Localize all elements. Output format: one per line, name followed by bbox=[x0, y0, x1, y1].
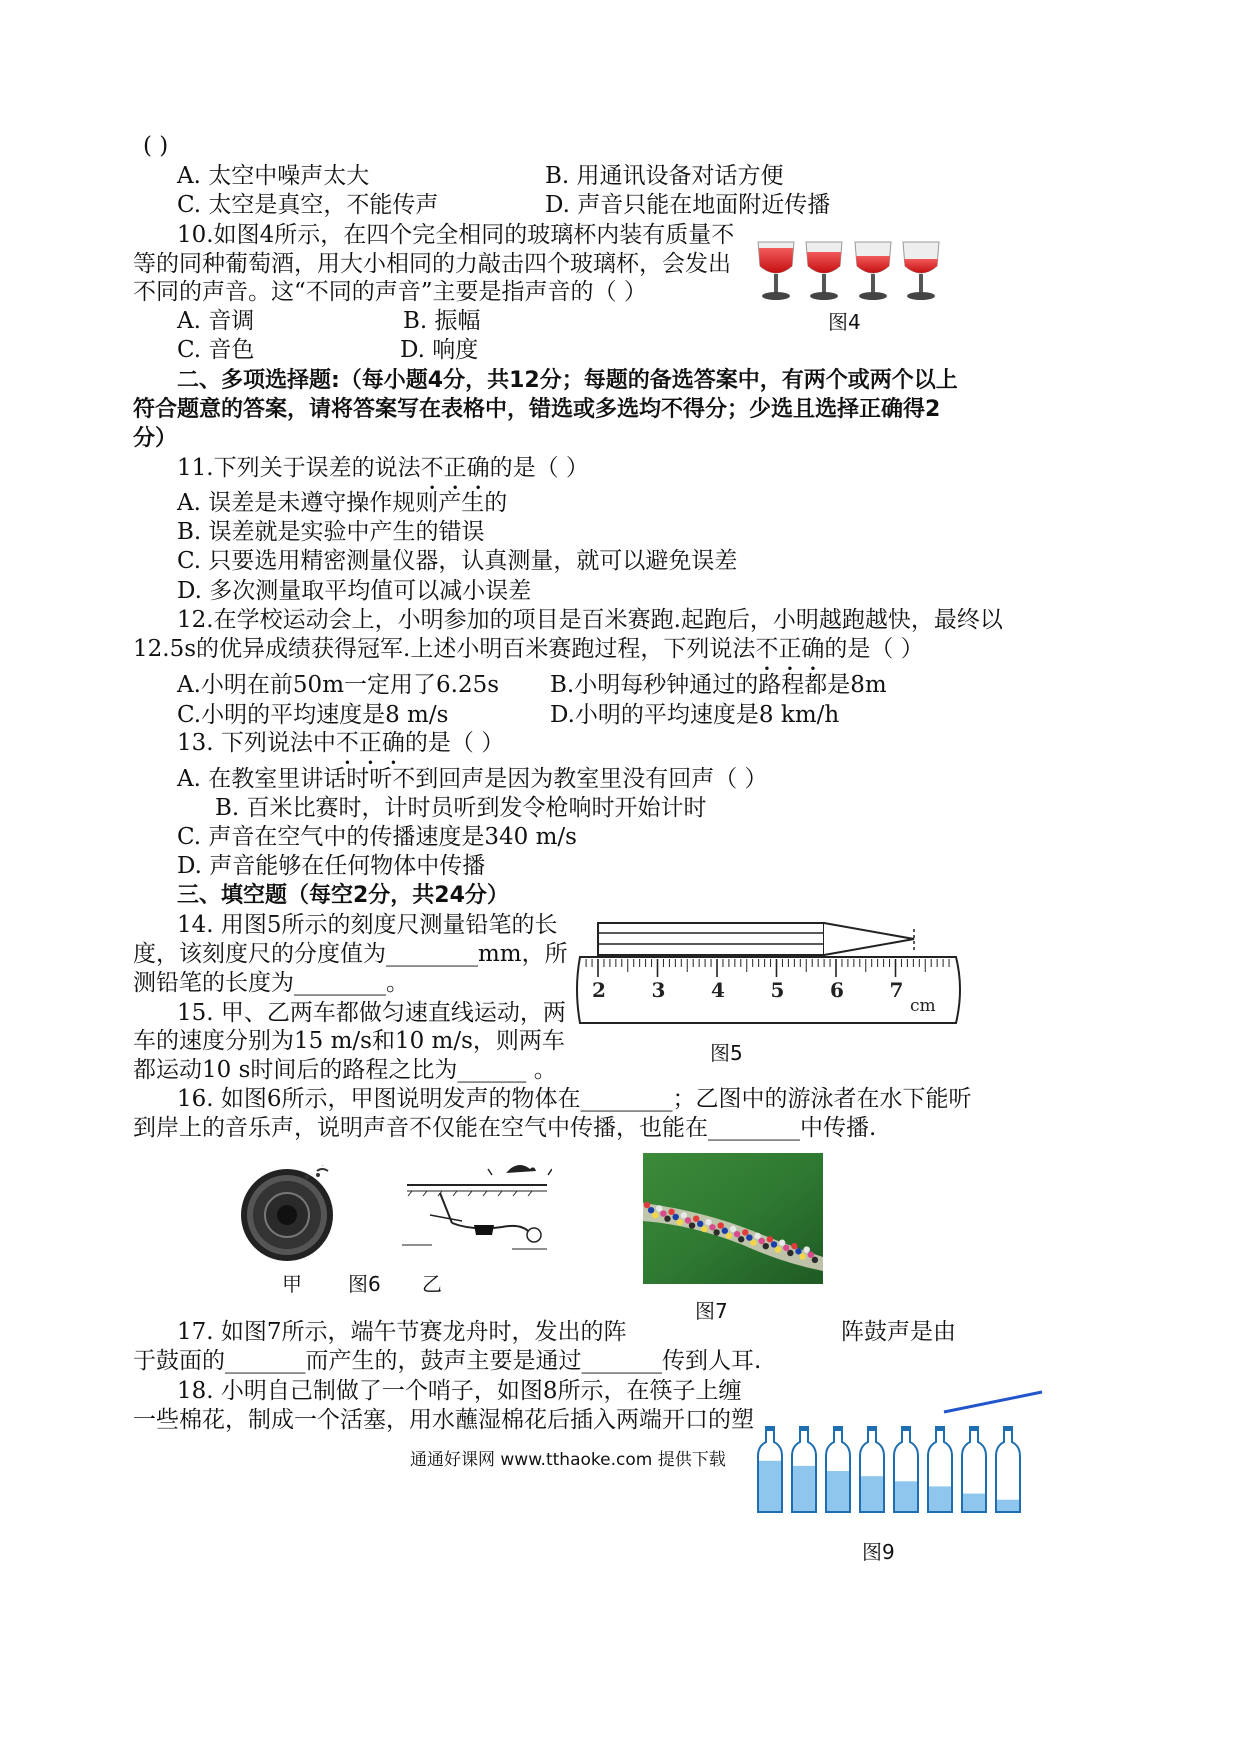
bottle-cap bbox=[935, 1426, 945, 1431]
rower bbox=[713, 1229, 719, 1235]
q10-option-a: A. 音调 bbox=[177, 308, 255, 334]
bottle-cap bbox=[799, 1426, 809, 1431]
bottle bbox=[894, 1426, 918, 1512]
q17-line2: 于鼓面的_______而产生的，鼓声主要是通过_______传到人耳. bbox=[133, 1348, 762, 1374]
q10-line2: 等的同种葡萄酒，用大小相同的力敲击四个玻璃杯，会发出 bbox=[133, 251, 731, 277]
ruler-label: 5 bbox=[770, 978, 785, 1002]
rower bbox=[730, 1226, 736, 1232]
q12-option-c: C.小明的平均速度是8 m/s bbox=[177, 702, 449, 728]
rower bbox=[685, 1217, 691, 1223]
rower bbox=[763, 1243, 769, 1249]
q12-line1: 12.在学校运动会上，小明参加的项目是百米赛跑.起跑后，小明越跑越快，最终以 bbox=[177, 607, 1003, 633]
bottle-cap bbox=[765, 1426, 775, 1431]
q17-line1-post: 阵鼓声是由 bbox=[841, 1319, 956, 1345]
rower bbox=[709, 1224, 715, 1230]
ruler-label: 4 bbox=[711, 978, 725, 1002]
q9-option-c: C. 太空是真空，不能传声 bbox=[177, 192, 439, 218]
rower bbox=[771, 1241, 777, 1247]
section-3-heading: 三、填空题（每空2分，共24分） bbox=[177, 883, 509, 908]
rower bbox=[775, 1246, 781, 1252]
rower bbox=[734, 1231, 740, 1237]
q11-stem-pre: 11.下列关于误差的说法 bbox=[177, 455, 421, 481]
rower bbox=[738, 1236, 744, 1242]
figure-6-caption: 图6 bbox=[348, 1272, 381, 1296]
rower bbox=[799, 1253, 805, 1259]
q11-option-a: A. 误差是未遵守操作规则产生的 bbox=[177, 490, 508, 516]
section-2-heading-line3: 分） bbox=[133, 426, 178, 451]
rower bbox=[746, 1234, 752, 1240]
q12-line2-post: 的是（ ） bbox=[824, 636, 924, 662]
wine-glass-4 bbox=[903, 242, 939, 300]
bottle-water bbox=[963, 1494, 985, 1512]
rower bbox=[672, 1214, 678, 1220]
rower bbox=[701, 1226, 707, 1232]
bottle-water bbox=[793, 1466, 815, 1512]
rower bbox=[804, 1246, 810, 1252]
rower bbox=[705, 1219, 711, 1225]
bottle-water bbox=[827, 1471, 849, 1512]
footer-source: 通通好课网 www.tthaoke.com 提供下载 bbox=[410, 1450, 726, 1470]
striking-stick bbox=[944, 1392, 1042, 1412]
rower bbox=[693, 1216, 699, 1222]
q11-stem-post: 的是（ ） bbox=[489, 455, 589, 481]
bottle bbox=[860, 1426, 884, 1512]
q14-line1: 14. 用图5所示的刻度尺测量铅笔的长 bbox=[177, 912, 558, 938]
rower bbox=[812, 1257, 818, 1263]
q10-line3: 不同的声音。这“不同的声音”主要是指声音的（ ） bbox=[133, 279, 647, 305]
bottle-water bbox=[895, 1481, 917, 1512]
q11-stem-emphasis: 不正确 bbox=[420, 455, 490, 481]
rower bbox=[648, 1207, 654, 1213]
ruler-unit: cm bbox=[910, 996, 936, 1016]
rower bbox=[722, 1228, 728, 1234]
rower bbox=[783, 1245, 789, 1251]
figure-4-caption: 图4 bbox=[828, 310, 861, 334]
q10-option-b: B. 振幅 bbox=[403, 308, 481, 334]
q12-option-d: D.小明的平均速度是8 km/h bbox=[550, 702, 840, 728]
figure-6-swimmer bbox=[402, 1163, 552, 1258]
q16-line2: 到岸上的音乐声，说明声音不仅能在空气中传播，也能在________中传播. bbox=[133, 1115, 877, 1141]
rower bbox=[689, 1222, 695, 1228]
q13-option-a: A. 在教室里讲话时听不到回声是因为教室里没有回声（ ） bbox=[177, 766, 768, 792]
q12-line2-pre: 12.5s的优异成绩获得冠军.上述小明百米赛跑过程，下列说法 bbox=[133, 636, 756, 662]
rower bbox=[652, 1212, 658, 1218]
q10-option-d: D. 响度 bbox=[400, 337, 479, 363]
pencil bbox=[598, 923, 914, 955]
ruler bbox=[577, 957, 960, 1023]
rower bbox=[718, 1222, 724, 1228]
ruler-label: 7 bbox=[889, 978, 904, 1002]
q12-line2-emphasis: 不正确 bbox=[755, 636, 825, 662]
ruler-label: 2 bbox=[592, 978, 606, 1002]
bottle-water bbox=[759, 1461, 781, 1512]
ruler-label: 6 bbox=[830, 978, 844, 1002]
q15-line3: 都运动10 s时间后的路程之比为______ 。 bbox=[133, 1057, 557, 1083]
rower bbox=[697, 1221, 703, 1227]
q13-option-b: B. 百米比赛时，计时员听到发令枪响时开始计时 bbox=[215, 795, 707, 821]
bottle-water bbox=[997, 1500, 1019, 1512]
figure-7-dragon-boat-photo bbox=[643, 1153, 823, 1284]
bottle bbox=[962, 1426, 986, 1512]
bottle-cap bbox=[867, 1426, 877, 1431]
q10-line1: 10.如图4所示，在四个完全相同的玻璃杯内装有质量不 bbox=[177, 222, 735, 248]
rower bbox=[742, 1229, 748, 1235]
rower bbox=[795, 1248, 801, 1254]
q9-option-a: A. 太空中噪声太大 bbox=[177, 163, 370, 189]
bottle-cap bbox=[833, 1426, 843, 1431]
q17-line1-pre: 17. 如图7所示，端午节赛龙舟时，发出的阵 bbox=[177, 1319, 627, 1345]
q15-line2: 车的速度分别为15 m/s和10 m/s，则两车 bbox=[133, 1028, 565, 1054]
wine-glass-1 bbox=[758, 242, 794, 300]
figure-9-caption: 图9 bbox=[862, 1540, 895, 1564]
bottle-water bbox=[929, 1486, 951, 1512]
rower bbox=[767, 1236, 773, 1242]
bottle-outline bbox=[996, 1430, 1020, 1512]
rower bbox=[754, 1233, 760, 1239]
figure-7-caption: 图7 bbox=[695, 1299, 728, 1323]
figure-5-caption: 图5 bbox=[710, 1041, 743, 1065]
figure-9-bottles bbox=[748, 1386, 1048, 1521]
bottle bbox=[826, 1426, 850, 1512]
q9-blank: ( ) bbox=[143, 133, 169, 159]
bottle bbox=[758, 1426, 782, 1512]
q13-stem-post: 的是（ ） bbox=[404, 730, 505, 756]
q10-option-c: C. 音色 bbox=[177, 337, 255, 363]
q13-option-c: C. 声音在空气中的传播速度是340 m/s bbox=[177, 824, 577, 850]
q9-option-b: B. 用通讯设备对话方便 bbox=[545, 163, 784, 189]
q12-option-b: B.小明每秒钟通过的路程都是8m bbox=[550, 672, 887, 698]
q11-option-d: D. 多次测量取平均值可以减小误差 bbox=[177, 578, 532, 604]
figure-4-wine-glasses bbox=[752, 236, 952, 306]
q14-line3: 测铅笔的长度为________。 bbox=[133, 970, 409, 996]
q15-line1: 15. 甲、乙两车都做匀速直线运动，两 bbox=[177, 1000, 566, 1026]
q13-stem-emphasis: 不正确 bbox=[335, 730, 405, 756]
rower bbox=[681, 1212, 687, 1218]
wine-glass-3 bbox=[855, 242, 891, 300]
figure-5-ruler-pencil bbox=[574, 915, 966, 1030]
bottle-cap bbox=[1003, 1426, 1013, 1431]
q11-option-b: B. 误差就是实验中产生的错误 bbox=[177, 519, 485, 545]
wine-glass-2 bbox=[806, 242, 842, 300]
section-2-heading-line1: 二、多项选择题:（每小题4分，共12分；每题的备选答案中，有两个或两个以上 bbox=[177, 368, 958, 393]
rower bbox=[644, 1202, 650, 1208]
bottle-water bbox=[861, 1476, 883, 1512]
q18-line2: 一些棉花，制成一个活塞，用水蘸湿棉花后插入两端开口的塑 bbox=[133, 1407, 754, 1433]
rower bbox=[758, 1238, 764, 1244]
q14-line2: 度，该刻度尺的分度值为________mm，所 bbox=[133, 941, 568, 967]
bottle bbox=[792, 1426, 816, 1512]
ruler-label: 3 bbox=[651, 978, 666, 1002]
q18-line1: 18. 小明自己制做了一个哨子，如图8所示，在筷子上缠 bbox=[177, 1378, 742, 1404]
rower bbox=[656, 1205, 662, 1211]
rower bbox=[664, 1216, 670, 1222]
figure-6-caption-yi: 乙 bbox=[422, 1272, 442, 1296]
rower bbox=[808, 1252, 814, 1258]
q16-line1: 16. 如图6所示，甲图说明发声的物体在________；乙图中的游泳者在水下能听 bbox=[177, 1086, 972, 1112]
bottle-cap bbox=[901, 1426, 911, 1431]
rower bbox=[750, 1240, 756, 1246]
bottle bbox=[996, 1426, 1020, 1512]
bottles bbox=[758, 1426, 1020, 1512]
rower bbox=[791, 1243, 797, 1249]
q11-option-c: C. 只要选用精密测量仪器，认真测量，就可以避免误差 bbox=[177, 548, 738, 574]
q12-option-a: A.小明在前50m一定用了6.25s bbox=[177, 672, 500, 698]
figure-6-caption-jia: 甲 bbox=[282, 1272, 302, 1296]
figure-6-speaker bbox=[222, 1165, 357, 1265]
rower bbox=[668, 1209, 674, 1215]
q13-stem-pre: 13. 下列说法中 bbox=[177, 730, 336, 756]
q13-option-d: D. 声音能够在任何物体中传播 bbox=[177, 853, 486, 879]
bottle bbox=[928, 1426, 952, 1512]
section-2-heading-line2: 符合题意的答案，请将答案写在表格中，错选或多选均不得分；少选且选择正确得2 bbox=[133, 397, 941, 422]
bottle-cap bbox=[969, 1426, 979, 1431]
q9-option-d: D. 声音只能在地面附近传播 bbox=[545, 192, 831, 218]
rower bbox=[677, 1219, 683, 1225]
rower bbox=[779, 1240, 785, 1246]
rower bbox=[726, 1233, 732, 1239]
rower bbox=[660, 1210, 666, 1216]
rower bbox=[787, 1250, 793, 1256]
